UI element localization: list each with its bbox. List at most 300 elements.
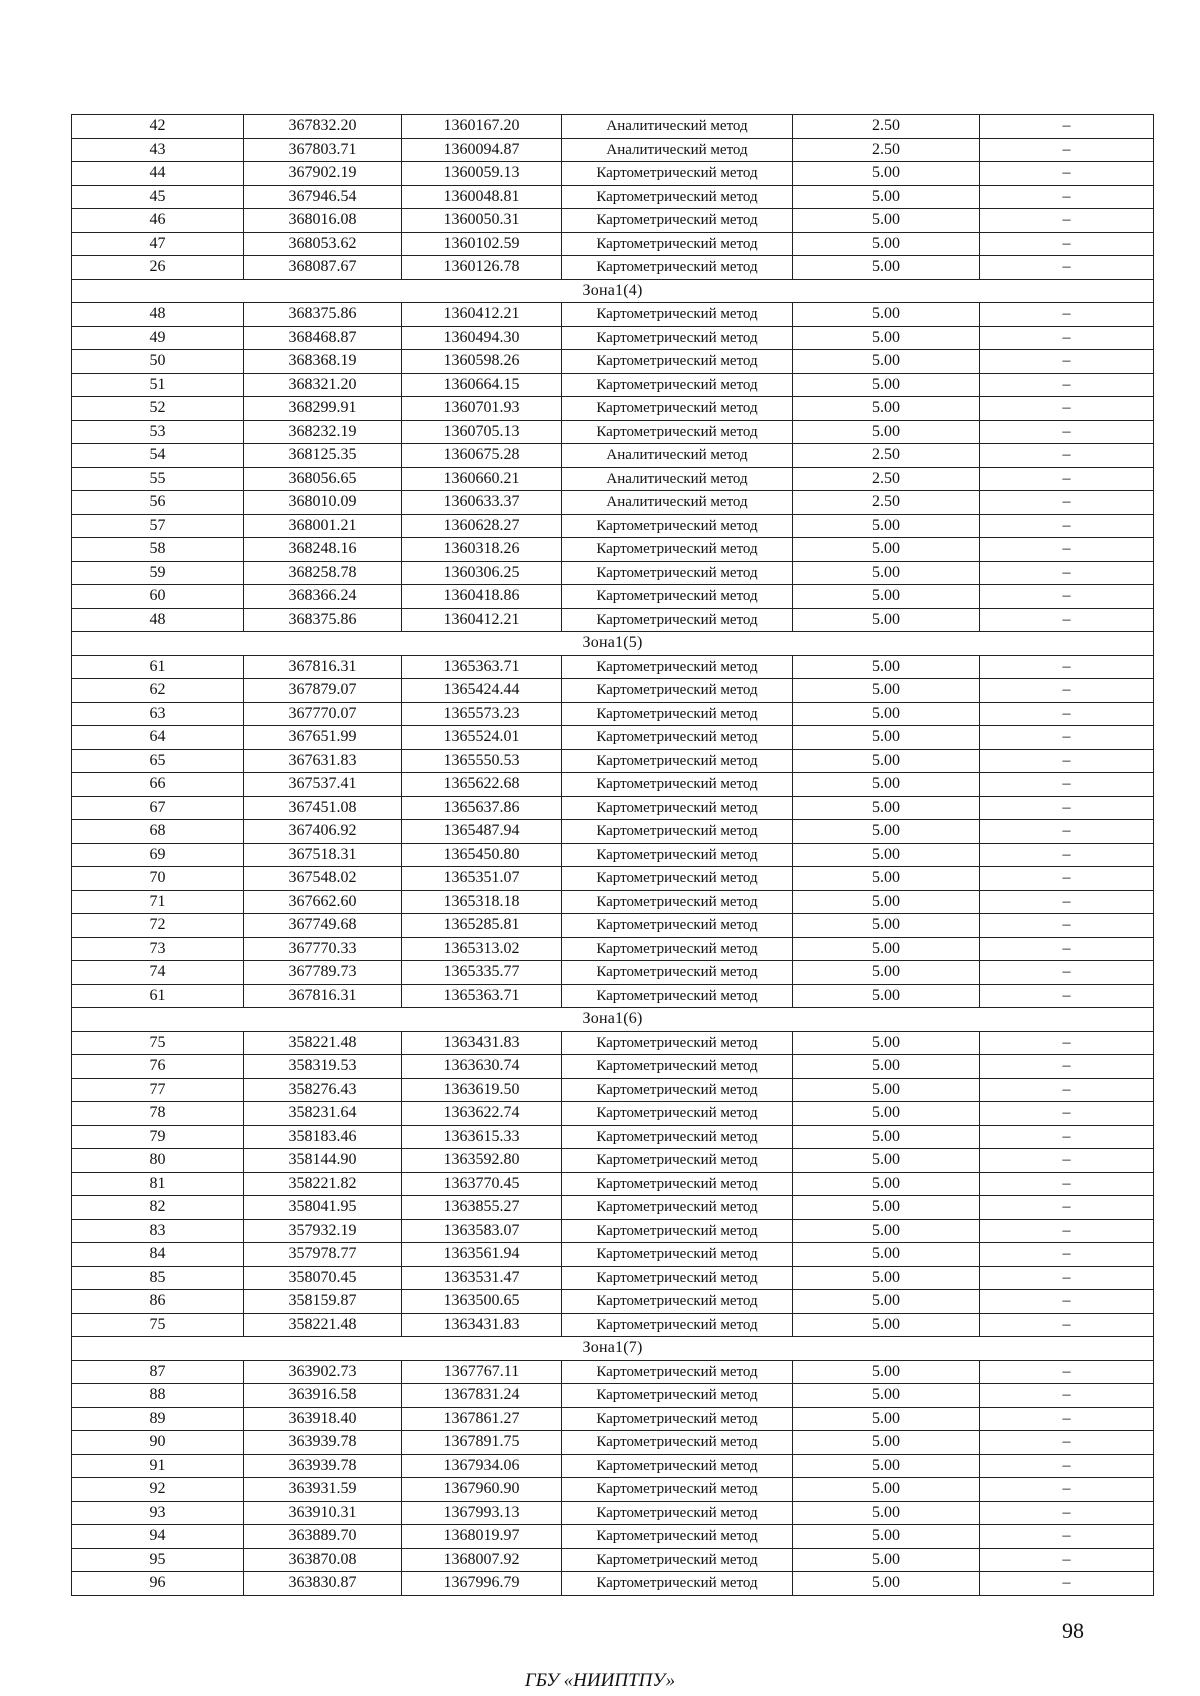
table-row: [72, 1102, 1154, 1126]
x-coordinate-cell: 363902.73: [244, 1360, 402, 1384]
x-coordinate-cell: 368010.09: [244, 491, 402, 515]
point-number-cell: 91: [72, 1454, 244, 1478]
point-number-cell: 67: [72, 796, 244, 820]
accuracy-cell: 5.00: [793, 1290, 980, 1314]
accuracy-cell: 5.00: [793, 1360, 980, 1384]
y-coordinate-cell: 1360102.59: [402, 232, 562, 256]
point-number-cell: 78: [72, 1102, 244, 1126]
table-row: [72, 491, 1154, 515]
y-coordinate-cell: 1363531.47: [402, 1266, 562, 1290]
x-coordinate-cell: 363870.08: [244, 1548, 402, 1572]
point-number-cell: 73: [72, 937, 244, 961]
y-coordinate-cell: 1360306.25: [402, 561, 562, 585]
description-cell: –: [980, 1525, 1154, 1549]
accuracy-cell: 5.00: [793, 1055, 980, 1079]
table-row: [72, 232, 1154, 256]
accuracy-cell: 2.50: [793, 467, 980, 491]
accuracy-cell: 5.00: [793, 1313, 980, 1337]
x-coordinate-cell: 368232.19: [244, 420, 402, 444]
table-row: [72, 209, 1154, 233]
y-coordinate-cell: 1363592.80: [402, 1149, 562, 1173]
accuracy-cell: 5.00: [793, 1266, 980, 1290]
description-cell: –: [980, 162, 1154, 186]
accuracy-cell: 5.00: [793, 961, 980, 985]
method-cell: Картометрический метод: [562, 350, 793, 374]
table-row: [72, 303, 1154, 327]
x-coordinate-cell: 367832.20: [244, 115, 402, 139]
y-coordinate-cell: 1367996.79: [402, 1572, 562, 1596]
description-cell: –: [980, 1243, 1154, 1267]
method-cell: Картометрический метод: [562, 1243, 793, 1267]
point-number-cell: 65: [72, 749, 244, 773]
description-cell: –: [980, 1290, 1154, 1314]
accuracy-cell: 5.00: [793, 397, 980, 421]
y-coordinate-cell: 1365363.71: [402, 984, 562, 1008]
y-coordinate-cell: 1365622.68: [402, 773, 562, 797]
x-coordinate-cell: 363918.40: [244, 1407, 402, 1431]
y-coordinate-cell: 1360318.26: [402, 538, 562, 562]
method-cell: Картометрический метод: [562, 867, 793, 891]
description-cell: –: [980, 820, 1154, 844]
method-cell: Картометрический метод: [562, 843, 793, 867]
table-row: [72, 890, 1154, 914]
point-number-cell: 51: [72, 373, 244, 397]
description-cell: –: [980, 1407, 1154, 1431]
accuracy-cell: 5.00: [793, 538, 980, 562]
description-cell: –: [980, 1548, 1154, 1572]
x-coordinate-cell: 368125.35: [244, 444, 402, 468]
accuracy-cell: 2.50: [793, 491, 980, 515]
x-coordinate-cell: 363916.58: [244, 1384, 402, 1408]
table-row: [72, 538, 1154, 562]
table-row: [72, 914, 1154, 938]
accuracy-cell: 5.00: [793, 1125, 980, 1149]
zone-header-row: [72, 279, 1154, 303]
accuracy-cell: 5.00: [793, 914, 980, 938]
zone-header-row: [72, 1337, 1154, 1361]
point-number-cell: 50: [72, 350, 244, 374]
x-coordinate-cell: 368053.62: [244, 232, 402, 256]
x-coordinate-cell: 358144.90: [244, 1149, 402, 1173]
point-number-cell: 47: [72, 232, 244, 256]
accuracy-cell: 2.50: [793, 115, 980, 139]
description-cell: –: [980, 1501, 1154, 1525]
table-row: [72, 1454, 1154, 1478]
zone-header: Зона1(7): [72, 1337, 1154, 1361]
table-row: [72, 1501, 1154, 1525]
method-cell: Картометрический метод: [562, 1290, 793, 1314]
accuracy-cell: 2.50: [793, 138, 980, 162]
y-coordinate-cell: 1363431.83: [402, 1313, 562, 1337]
point-number-cell: 62: [72, 679, 244, 703]
description-cell: –: [980, 1572, 1154, 1596]
x-coordinate-cell: 368321.20: [244, 373, 402, 397]
table-row: [72, 1078, 1154, 1102]
accuracy-cell: 5.00: [793, 1102, 980, 1126]
point-number-cell: 48: [72, 303, 244, 327]
description-cell: –: [980, 726, 1154, 750]
accuracy-cell: 5.00: [793, 726, 980, 750]
table-row: [72, 115, 1154, 139]
description-cell: –: [980, 796, 1154, 820]
x-coordinate-cell: 367518.31: [244, 843, 402, 867]
y-coordinate-cell: 1360705.13: [402, 420, 562, 444]
method-cell: Картометрический метод: [562, 1125, 793, 1149]
table-row: [72, 961, 1154, 985]
point-number-cell: 72: [72, 914, 244, 938]
method-cell: Картометрический метод: [562, 679, 793, 703]
method-cell: Картометрический метод: [562, 749, 793, 773]
y-coordinate-cell: 1360660.21: [402, 467, 562, 491]
description-cell: –: [980, 843, 1154, 867]
description-cell: –: [980, 326, 1154, 350]
y-coordinate-cell: 1363619.50: [402, 1078, 562, 1102]
table-row: [72, 514, 1154, 538]
point-number-cell: 76: [72, 1055, 244, 1079]
table-row: [72, 1384, 1154, 1408]
x-coordinate-cell: 363939.78: [244, 1431, 402, 1455]
description-cell: –: [980, 561, 1154, 585]
point-number-cell: 26: [72, 256, 244, 280]
description-cell: –: [980, 350, 1154, 374]
method-cell: Картометрический метод: [562, 1196, 793, 1220]
accuracy-cell: 5.00: [793, 209, 980, 233]
x-coordinate-cell: 367406.92: [244, 820, 402, 844]
method-cell: Аналитический метод: [562, 444, 793, 468]
point-number-cell: 45: [72, 185, 244, 209]
y-coordinate-cell: 1365318.18: [402, 890, 562, 914]
description-cell: –: [980, 1266, 1154, 1290]
y-coordinate-cell: 1367960.90: [402, 1478, 562, 1502]
y-coordinate-cell: 1367934.06: [402, 1454, 562, 1478]
point-number-cell: 46: [72, 209, 244, 233]
accuracy-cell: 5.00: [793, 1031, 980, 1055]
accuracy-cell: 5.00: [793, 1149, 980, 1173]
table-row: [72, 1360, 1154, 1384]
description-cell: –: [980, 491, 1154, 515]
accuracy-cell: 5.00: [793, 679, 980, 703]
description-cell: –: [980, 467, 1154, 491]
table-row: [72, 1172, 1154, 1196]
accuracy-cell: 5.00: [793, 373, 980, 397]
method-cell: Картометрический метод: [562, 514, 793, 538]
point-number-cell: 92: [72, 1478, 244, 1502]
y-coordinate-cell: 1367767.11: [402, 1360, 562, 1384]
method-cell: Картометрический метод: [562, 373, 793, 397]
point-number-cell: 49: [72, 326, 244, 350]
point-number-cell: 60: [72, 585, 244, 609]
table-row: [72, 726, 1154, 750]
point-number-cell: 75: [72, 1313, 244, 1337]
description-cell: –: [980, 984, 1154, 1008]
point-number-cell: 66: [72, 773, 244, 797]
point-number-cell: 75: [72, 1031, 244, 1055]
method-cell: Картометрический метод: [562, 1454, 793, 1478]
method-cell: Аналитический метод: [562, 491, 793, 515]
table-row: [72, 843, 1154, 867]
table-row: [72, 1196, 1154, 1220]
accuracy-cell: 5.00: [793, 350, 980, 374]
y-coordinate-cell: 1360048.81: [402, 185, 562, 209]
accuracy-cell: 5.00: [793, 749, 980, 773]
method-cell: Картометрический метод: [562, 702, 793, 726]
y-coordinate-cell: 1365424.44: [402, 679, 562, 703]
point-number-cell: 59: [72, 561, 244, 585]
y-coordinate-cell: 1365351.07: [402, 867, 562, 891]
point-number-cell: 58: [72, 538, 244, 562]
table-row: [72, 1266, 1154, 1290]
point-number-cell: 71: [72, 890, 244, 914]
y-coordinate-cell: 1367891.75: [402, 1431, 562, 1455]
description-cell: –: [980, 1384, 1154, 1408]
y-coordinate-cell: 1365524.01: [402, 726, 562, 750]
method-cell: Картометрический метод: [562, 1219, 793, 1243]
accuracy-cell: 5.00: [793, 185, 980, 209]
y-coordinate-cell: 1363561.94: [402, 1243, 562, 1267]
table-row: [72, 1548, 1154, 1572]
method-cell: Аналитический метод: [562, 115, 793, 139]
y-coordinate-cell: 1363500.65: [402, 1290, 562, 1314]
method-cell: Картометрический метод: [562, 185, 793, 209]
y-coordinate-cell: 1363622.74: [402, 1102, 562, 1126]
method-cell: Картометрический метод: [562, 796, 793, 820]
x-coordinate-cell: 367451.08: [244, 796, 402, 820]
zone-header-row: [72, 632, 1154, 656]
table-row: [72, 1407, 1154, 1431]
description-cell: –: [980, 1360, 1154, 1384]
table-row: [72, 796, 1154, 820]
y-coordinate-cell: 1367993.13: [402, 1501, 562, 1525]
x-coordinate-cell: 358070.45: [244, 1266, 402, 1290]
zone-header-row: [72, 1008, 1154, 1032]
y-coordinate-cell: 1360126.78: [402, 256, 562, 280]
x-coordinate-cell: 367548.02: [244, 867, 402, 891]
description-cell: –: [980, 1196, 1154, 1220]
table-row: [72, 1243, 1154, 1267]
table-row: [72, 655, 1154, 679]
description-cell: –: [980, 1219, 1154, 1243]
accuracy-cell: 5.00: [793, 1172, 980, 1196]
x-coordinate-cell: 363910.31: [244, 1501, 402, 1525]
coordinates-table: [71, 114, 1154, 1596]
table-row: [72, 420, 1154, 444]
description-cell: –: [980, 679, 1154, 703]
y-coordinate-cell: 1360418.86: [402, 585, 562, 609]
table-row: [72, 937, 1154, 961]
accuracy-cell: 5.00: [793, 585, 980, 609]
accuracy-cell: 5.00: [793, 1219, 980, 1243]
table-row: [72, 444, 1154, 468]
x-coordinate-cell: 368001.21: [244, 514, 402, 538]
point-number-cell: 57: [72, 514, 244, 538]
x-coordinate-cell: 368468.87: [244, 326, 402, 350]
description-cell: –: [980, 1454, 1154, 1478]
x-coordinate-cell: 367879.07: [244, 679, 402, 703]
accuracy-cell: 5.00: [793, 1478, 980, 1502]
method-cell: Картометрический метод: [562, 1572, 793, 1596]
method-cell: Картометрический метод: [562, 326, 793, 350]
description-cell: –: [980, 655, 1154, 679]
x-coordinate-cell: 358276.43: [244, 1078, 402, 1102]
description-cell: –: [980, 890, 1154, 914]
x-coordinate-cell: 358159.87: [244, 1290, 402, 1314]
description-cell: –: [980, 232, 1154, 256]
method-cell: Картометрический метод: [562, 773, 793, 797]
table-row: [72, 1149, 1154, 1173]
point-number-cell: 61: [72, 655, 244, 679]
method-cell: Картометрический метод: [562, 1360, 793, 1384]
accuracy-cell: 5.00: [793, 1384, 980, 1408]
table-row: [72, 373, 1154, 397]
point-number-cell: 63: [72, 702, 244, 726]
accuracy-cell: 5.00: [793, 232, 980, 256]
description-cell: –: [980, 914, 1154, 938]
method-cell: Картометрический метод: [562, 1149, 793, 1173]
y-coordinate-cell: 1368019.97: [402, 1525, 562, 1549]
accuracy-cell: 5.00: [793, 937, 980, 961]
y-coordinate-cell: 1368007.92: [402, 1548, 562, 1572]
description-cell: –: [980, 749, 1154, 773]
description-cell: –: [980, 585, 1154, 609]
table-row: [72, 1031, 1154, 1055]
zone-header: Зона1(4): [72, 279, 1154, 303]
method-cell: Картометрический метод: [562, 890, 793, 914]
table-row: [72, 467, 1154, 491]
accuracy-cell: 5.00: [793, 1525, 980, 1549]
y-coordinate-cell: 1365487.94: [402, 820, 562, 844]
table-row: [72, 138, 1154, 162]
method-cell: Картометрический метод: [562, 937, 793, 961]
x-coordinate-cell: 367770.33: [244, 937, 402, 961]
point-number-cell: 80: [72, 1149, 244, 1173]
description-cell: –: [980, 303, 1154, 327]
table-row: [72, 1572, 1154, 1596]
y-coordinate-cell: 1367831.24: [402, 1384, 562, 1408]
description-cell: –: [980, 373, 1154, 397]
y-coordinate-cell: 1363770.45: [402, 1172, 562, 1196]
point-number-cell: 89: [72, 1407, 244, 1431]
point-number-cell: 43: [72, 138, 244, 162]
table-row: [72, 1431, 1154, 1455]
description-cell: –: [980, 937, 1154, 961]
description-cell: –: [980, 1149, 1154, 1173]
y-coordinate-cell: 1365450.80: [402, 843, 562, 867]
x-coordinate-cell: 358231.64: [244, 1102, 402, 1126]
x-coordinate-cell: 368375.86: [244, 608, 402, 632]
point-number-cell: 69: [72, 843, 244, 867]
method-cell: Картометрический метод: [562, 1055, 793, 1079]
table-row: [72, 397, 1154, 421]
y-coordinate-cell: 1365550.53: [402, 749, 562, 773]
y-coordinate-cell: 1365335.77: [402, 961, 562, 985]
table-row: [72, 820, 1154, 844]
x-coordinate-cell: 368366.24: [244, 585, 402, 609]
y-coordinate-cell: 1365637.86: [402, 796, 562, 820]
x-coordinate-cell: 358041.95: [244, 1196, 402, 1220]
accuracy-cell: 5.00: [793, 303, 980, 327]
accuracy-cell: 5.00: [793, 514, 980, 538]
description-cell: –: [980, 1313, 1154, 1337]
y-coordinate-cell: 1360059.13: [402, 162, 562, 186]
table-row: [72, 749, 1154, 773]
method-cell: Картометрический метод: [562, 162, 793, 186]
point-number-cell: 56: [72, 491, 244, 515]
table-row: [72, 162, 1154, 186]
description-cell: –: [980, 1055, 1154, 1079]
x-coordinate-cell: 368016.08: [244, 209, 402, 233]
accuracy-cell: 5.00: [793, 773, 980, 797]
y-coordinate-cell: 1365573.23: [402, 702, 562, 726]
accuracy-cell: 5.00: [793, 1431, 980, 1455]
point-number-cell: 79: [72, 1125, 244, 1149]
point-number-cell: 55: [72, 467, 244, 491]
accuracy-cell: 5.00: [793, 1243, 980, 1267]
point-number-cell: 61: [72, 984, 244, 1008]
accuracy-cell: 5.00: [793, 1078, 980, 1102]
method-cell: Картометрический метод: [562, 1031, 793, 1055]
point-number-cell: 81: [72, 1172, 244, 1196]
accuracy-cell: 5.00: [793, 984, 980, 1008]
accuracy-cell: 5.00: [793, 608, 980, 632]
point-number-cell: 54: [72, 444, 244, 468]
y-coordinate-cell: 1367861.27: [402, 1407, 562, 1431]
description-cell: –: [980, 608, 1154, 632]
point-number-cell: 96: [72, 1572, 244, 1596]
description-cell: –: [980, 444, 1154, 468]
x-coordinate-cell: 367803.71: [244, 138, 402, 162]
table-row: [72, 1125, 1154, 1149]
x-coordinate-cell: 363939.78: [244, 1454, 402, 1478]
x-coordinate-cell: 358221.82: [244, 1172, 402, 1196]
x-coordinate-cell: 367946.54: [244, 185, 402, 209]
point-number-cell: 77: [72, 1078, 244, 1102]
method-cell: Картометрический метод: [562, 1172, 793, 1196]
method-cell: Картометрический метод: [562, 1078, 793, 1102]
table-row: [72, 1290, 1154, 1314]
y-coordinate-cell: 1363855.27: [402, 1196, 562, 1220]
point-number-cell: 86: [72, 1290, 244, 1314]
point-number-cell: 42: [72, 115, 244, 139]
method-cell: Картометрический метод: [562, 655, 793, 679]
accuracy-cell: 5.00: [793, 890, 980, 914]
table-row: [72, 702, 1154, 726]
x-coordinate-cell: 368258.78: [244, 561, 402, 585]
table-row: [72, 185, 1154, 209]
accuracy-cell: 5.00: [793, 867, 980, 891]
x-coordinate-cell: 357932.19: [244, 1219, 402, 1243]
zone-header: Зона1(5): [72, 632, 1154, 656]
accuracy-cell: 5.00: [793, 702, 980, 726]
description-cell: –: [980, 1102, 1154, 1126]
accuracy-cell: 5.00: [793, 843, 980, 867]
description-cell: –: [980, 256, 1154, 280]
table-row: [72, 561, 1154, 585]
y-coordinate-cell: 1365363.71: [402, 655, 562, 679]
accuracy-cell: 5.00: [793, 1454, 980, 1478]
y-coordinate-cell: 1360664.15: [402, 373, 562, 397]
x-coordinate-cell: 367816.31: [244, 984, 402, 1008]
method-cell: Картометрический метод: [562, 984, 793, 1008]
description-cell: –: [980, 867, 1154, 891]
point-number-cell: 88: [72, 1384, 244, 1408]
x-coordinate-cell: 358319.53: [244, 1055, 402, 1079]
point-number-cell: 52: [72, 397, 244, 421]
point-number-cell: 90: [72, 1431, 244, 1455]
x-coordinate-cell: 357978.77: [244, 1243, 402, 1267]
description-cell: –: [980, 961, 1154, 985]
method-cell: Картометрический метод: [562, 1313, 793, 1337]
table-row: [72, 679, 1154, 703]
